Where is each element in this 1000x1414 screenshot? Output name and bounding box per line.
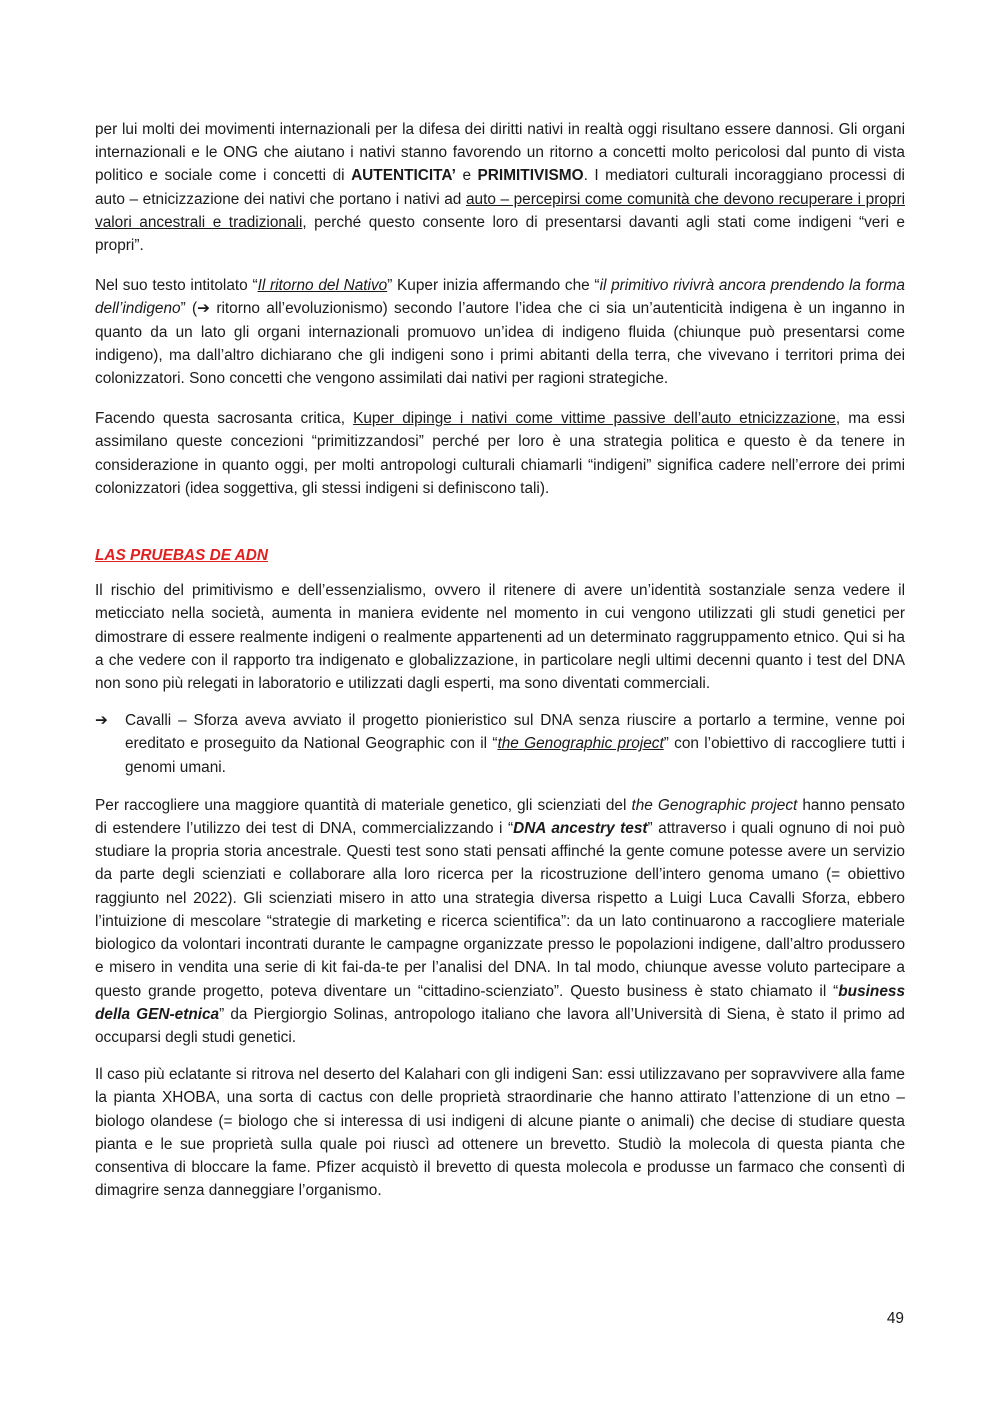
quote: il primitivo rivivrà ancora prendendo la forma dell’indigeno bbox=[95, 277, 905, 318]
page-number: 49 bbox=[886, 1310, 904, 1327]
text: , ma essi assimilano queste concezioni “primitizzandosi” perché per loro è una strategia politica e questo è da tenere in considerazione in quanto oggi, per molti antropologi culturali chiamarli “indigeni” significa cadere nell’errore dei primi colonizzatori (idea soggettiva, gli stessi indigeni si definiscono tali). bbox=[95, 410, 905, 497]
bold-term: AUTENTICITA’ bbox=[351, 167, 456, 185]
text: Facendo questa sacrosanta critica, bbox=[95, 410, 354, 428]
section-heading: LAS PRUEBAS DE ADN bbox=[95, 547, 269, 565]
bullet-item bbox=[95, 709, 905, 779]
text: e bbox=[455, 167, 478, 185]
text: per lui molti dei movimenti internazionali per la difesa dei diritti nativi in realtà oggi risultano essere dannosi. Gli organi internazionali e le ONG che aiutano i nativi stanno favorendo un ritorno a concetti molto pericolosi dal punto di vista politico e sociale come i concetti di bbox=[95, 121, 905, 185]
bold-term: PRIMITIVISMO bbox=[477, 167, 584, 185]
text: Per raccogliere una maggiore quantità di materiale genetico, gli scienziati del bbox=[95, 796, 632, 814]
paragraph-primitivism-risk: Il rischio del primitivismo e dell’essenzialismo, ovvero il ritenere di avere un’identità sostanziale senza vedere il meticciato nella società, aumenta in maniera evidente nel momento in cui vengono utilizzati gli studi genetici per dimostrare di essere realmente indigeni o realmente appartenenti ad un determinato raggruppamento etnico. Qui si ha a che vedere con il rapporto tra indigenato e globalizzazione, in particolare negli ultimi decenni quanto i test del DNA non sono più relegati in laboratorio e utilizzati dagli esperti, ma sono diventati commerciali. bbox=[95, 582, 905, 693]
project-name: the Genographic project bbox=[497, 735, 664, 753]
paragraph-authenticity bbox=[95, 118, 905, 257]
text: ” da Piergiorgio Solinas, antropologo italiano che lavora all’Università di Siena, è stato il primo ad occuparsi degli studi genetici. bbox=[95, 1005, 905, 1046]
underlined-text: auto – percepirsi come comunità che devono recuperare i propri valori ancestrali e tradizionali bbox=[95, 190, 905, 231]
paragraph-dna-tests bbox=[95, 794, 905, 1049]
text: Nel suo testo intitolato “ bbox=[95, 277, 258, 295]
text: ” con l’obiettivo di raccogliere tutti i genomi umani. bbox=[125, 735, 905, 776]
bullet-text bbox=[125, 709, 905, 779]
arrow-icon: ➔ bbox=[197, 300, 211, 318]
paragraph-kuper-critique bbox=[95, 407, 905, 500]
text: . I mediatori culturali incoraggiano processi di auto – etnicizzazione dei nativi che portano i nativi ad bbox=[95, 167, 905, 208]
paragraph-kalahari: Il caso più eclatante si ritrova nel deserto del Kalahari con gli indigeni San: essi utilizzavano per sopravvivere alla fame la pianta XHOBA, una sorta di cactus con delle proprietà straordinarie che hanno attirato l’attenzione di un etno – biologo olandese (= biologo che si interessa di usi indigeni di alcune piante o animali) che decise di studiare questa pianta e le sue proprietà sulla quale poi riuscì ad ottenere un brevetto. Studiò la molecola di questa pianta che consentiva di bloccare la fame. Pfizer acquistò il brevetto di questa molecola e produsse un farmaco che consentì di dimagrire senza danneggiare l’organismo. bbox=[95, 1066, 905, 1200]
text: ” ( bbox=[180, 300, 198, 318]
text: , perché questo consente loro di presentarsi davanti agli stati come indigeni “veri e propri”. bbox=[95, 213, 905, 255]
arrow-icon: ➔ bbox=[95, 712, 108, 730]
text: ” attraverso i quali ognuno di noi può studiare la propria storia ancestrale. Questi test sono stati pensati affinché la gente comune potesse avere un servizio da parte degli scienziati e collaborare alla loro ricerca per la ricostruzione dell’intero genoma umano (= obiettivo raggiunto nel 2022). Gli scienziati misero in atto una strategia diversa rispetto a Luigi Luca Cavalli Sforza, ebbero l’intuizione di mescolare “strategie di marketing e ricerca scientifica”: da un lato continuarono a raccogliere materiale biologico da volontari incontrati durante le campagne organizzate presso le popolazioni indigene, dall’altro produssero e misero in vendita una serie di kit fai-da-te per l’analisi del DNA. In tal modo, chiunque avesse voluto partecipare a questo grande progetto, poteva diventare un “cittadino-scienziato”. Questo business è stato chiamato il “ bbox=[95, 820, 905, 1000]
paragraph-kuper-return bbox=[95, 274, 905, 390]
bold-italic-term: DNA ancestry test bbox=[513, 820, 648, 838]
text: hanno pensato di estendere l’utilizzo dei test di DNA, commercializzando i “ bbox=[95, 796, 905, 838]
text: ” Kuper inizia affermando che “ bbox=[387, 277, 600, 295]
project-name: the Genographic project bbox=[631, 796, 798, 814]
bold-italic-term: business della GEN-etnica bbox=[95, 982, 905, 1023]
underlined-text: Kuper dipinge i nativi come vittime passive dell’auto etnicizzazione bbox=[353, 410, 836, 428]
book-title: Il ritorno del Nativo bbox=[257, 277, 388, 295]
document-page bbox=[95, 118, 905, 1202]
text: ritorno all’evoluzionismo) secondo l’autore l’idea che ci sia un’autenticità indigena è un inganno in quanto da un lato gli organi internazionali promuovo un’idea di indigeno fluida (chiunque può presentarsi come indigeno), ma dall’altro dichiarano che gli indigeni sono i primi abitanti della terra, che vivevano i territori prima dei colonizzatori. Sono concetti che vengono assimilati dai nativi per ragioni strategiche. bbox=[95, 300, 905, 388]
text: Cavalli – Sforza aveva avviato il progetto pionieristico sul DNA senza riuscire a portarlo a termine, venne poi ereditato e proseguito da National Geographic con il “ bbox=[125, 712, 905, 753]
